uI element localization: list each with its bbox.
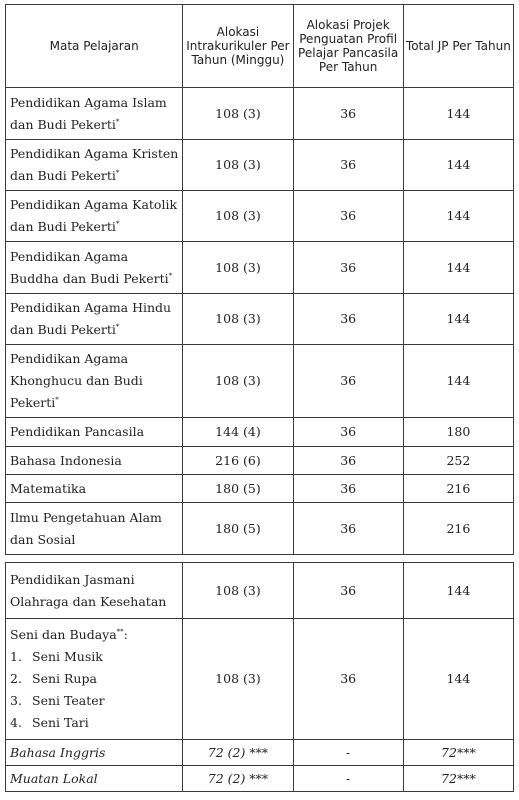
table-row — [6, 740, 514, 766]
subject-name: Bahasa Indonesia — [10, 452, 122, 468]
total-cell: 144 — [403, 242, 513, 294]
table-row — [6, 766, 514, 792]
subject-cell — [6, 503, 183, 555]
subject-cell — [6, 619, 183, 740]
footnote-mark: * — [168, 271, 173, 280]
total-cell: 144 — [403, 88, 513, 140]
list-item — [10, 690, 178, 712]
subject-cell: Pendidikan Jasmani Olahraga dan Kesehatan — [6, 563, 183, 619]
subject-name: Pendidikan Agama Katolik dan Budi Pekerti — [10, 197, 178, 234]
project-cell: 36 — [293, 619, 403, 740]
subject-cell: Muatan Lokal — [6, 766, 183, 792]
header-project: Alokasi Projek Penguatan Profil Pelajar Pancasila Per Tahun — [293, 5, 403, 88]
list-label: Seni Teater — [32, 693, 105, 708]
intra-cell: 72 (2) *** — [183, 766, 293, 792]
curriculum-table-continued — [5, 562, 514, 792]
footnote-mark: ** — [116, 627, 124, 636]
arts-list — [10, 646, 178, 734]
project-cell: 36 — [293, 294, 403, 345]
total-cell: 144 — [403, 619, 513, 740]
list-item — [10, 646, 178, 668]
list-number: 2. — [10, 671, 22, 686]
footnote-mark: * — [115, 219, 120, 228]
intra-cell: 216 (6) — [183, 447, 293, 475]
list-label: Seni Rupa — [32, 671, 97, 686]
header-subject: Mata Pelajaran — [6, 5, 183, 88]
footnote-mark: * — [115, 322, 120, 331]
project-cell: 36 — [293, 140, 403, 191]
total-cell: 144 — [403, 140, 513, 191]
footnote-mark: * — [115, 117, 120, 126]
subject-cell — [6, 345, 183, 418]
intra-cell: 108 (3) — [183, 563, 293, 619]
table-row — [6, 140, 514, 191]
total-cell: 144 — [403, 345, 513, 418]
subject-name: Pendidikan Agama Kristen dan Budi Pekerti — [10, 146, 179, 183]
subject-cell — [6, 242, 183, 294]
subject-cell: Bahasa Inggris — [6, 740, 183, 766]
intra-cell: 72 (2) *** — [183, 740, 293, 766]
subject-cell — [6, 475, 183, 503]
project-cell: - — [293, 766, 403, 792]
total-cell: 216 — [403, 503, 513, 555]
table-row — [6, 191, 514, 242]
project-cell: 36 — [293, 503, 403, 555]
subject-cell — [6, 191, 183, 242]
table-row — [6, 242, 514, 294]
subject-cell — [6, 140, 183, 191]
subject-name: Pendidikan Pancasila — [10, 424, 145, 439]
arts-title-suffix: : — [123, 627, 128, 642]
subject-cell — [6, 88, 183, 140]
total-cell: 180 — [403, 418, 513, 447]
list-item — [10, 712, 178, 734]
intra-cell: 108 (3) — [183, 294, 293, 345]
subject-name: Pendidikan Agama Hindu dan Budi Pekerti — [10, 300, 172, 337]
intra-cell: 108 (3) — [183, 191, 293, 242]
subject-name: Pendidikan Agama Khonghucu dan Budi Pekerti — [10, 351, 143, 410]
subject-name: Matematika — [10, 480, 87, 496]
intra-cell: 144 (4) — [183, 418, 293, 447]
total-cell: 216 — [403, 475, 513, 503]
table-row — [6, 475, 514, 503]
curriculum-table — [5, 4, 514, 555]
arts-title — [10, 624, 178, 646]
list-number: 3. — [10, 693, 22, 708]
header-intracurricular: Alokasi Intrakurikuler Per Tahun (Minggu) — [183, 5, 293, 88]
project-cell: 36 — [293, 563, 403, 619]
list-item — [10, 668, 178, 690]
intra-cell: 108 (3) — [183, 140, 293, 191]
table-row — [6, 447, 514, 475]
table-row — [6, 294, 514, 345]
table-row — [6, 563, 514, 619]
project-cell: 36 — [293, 447, 403, 475]
table-row-arts — [6, 619, 514, 740]
header-total: Total JP Per Tahun — [403, 5, 513, 88]
total-cell: 144 — [403, 294, 513, 345]
list-label: Seni Tari — [32, 715, 89, 730]
table-row — [6, 503, 514, 555]
table-row — [6, 345, 514, 418]
intra-cell: 180 (5) — [183, 503, 293, 555]
table-row — [6, 88, 514, 140]
project-cell: 36 — [293, 418, 403, 447]
subject-cell — [6, 418, 183, 447]
footnote-mark: * — [55, 395, 59, 404]
project-cell: 36 — [293, 345, 403, 418]
project-cell: - — [293, 740, 403, 766]
subject-cell — [6, 447, 183, 475]
subject-cell — [6, 294, 183, 345]
total-cell: 144 — [403, 563, 513, 619]
list-number: 4. — [10, 715, 22, 730]
intra-cell: 108 (3) — [183, 345, 293, 418]
intra-cell: 180 (5) — [183, 475, 293, 503]
project-cell: 36 — [293, 88, 403, 140]
list-number: 1. — [10, 649, 22, 664]
subject-name: Ilmu Pengetahuan Alam dan Sosial — [10, 509, 162, 547]
project-cell: 36 — [293, 242, 403, 294]
intra-cell: 108 (3) — [183, 88, 293, 140]
table-row — [6, 418, 514, 447]
intra-cell: 108 (3) — [183, 242, 293, 294]
intra-cell: 108 (3) — [183, 619, 293, 740]
list-label: Seni Musik — [32, 649, 103, 664]
footnote-mark: * — [115, 168, 120, 177]
arts-title-text: Seni dan Budaya — [10, 627, 117, 642]
subject-name: Pendidikan Agama Buddha dan Budi Pekerti — [10, 248, 169, 286]
total-cell: 252 — [403, 447, 513, 475]
total-cell: 72*** — [403, 740, 513, 766]
project-cell: 36 — [293, 191, 403, 242]
total-cell: 72*** — [403, 766, 513, 792]
subject-name: Pendidikan Agama Islam dan Budi Pekerti — [10, 94, 167, 132]
header-row — [6, 5, 514, 88]
project-cell: 36 — [293, 475, 403, 503]
total-cell: 144 — [403, 191, 513, 242]
